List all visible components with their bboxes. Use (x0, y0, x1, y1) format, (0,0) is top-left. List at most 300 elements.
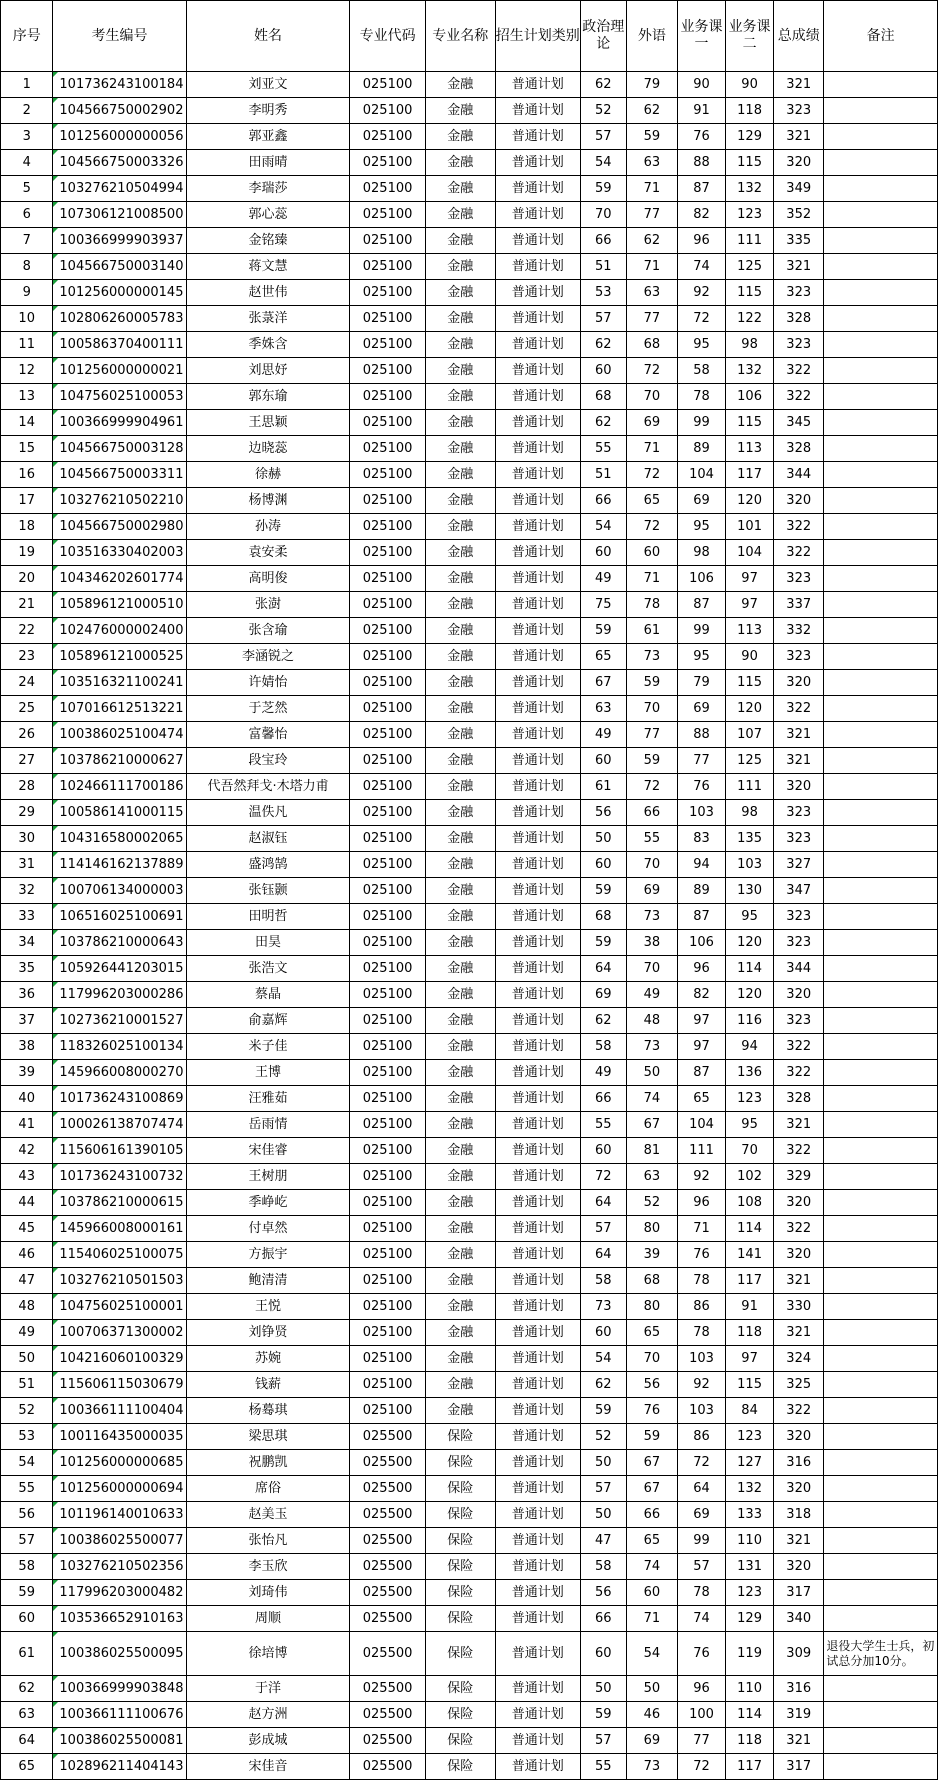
politics-score-cell: 62 (580, 72, 626, 98)
major-name-cell: 金融 (425, 228, 495, 254)
student-name-cell: 刘铮贤 (186, 1320, 350, 1346)
table-row (1, 644, 938, 670)
politics-score-cell: 57 (580, 1216, 626, 1242)
row-index-cell: 59 (1, 1580, 53, 1606)
total-score-cell: 330 (774, 1294, 824, 1320)
remark-cell (824, 1294, 938, 1320)
row-index-cell: 65 (1, 1754, 53, 1780)
subject-two-score-cell: 131 (726, 1554, 774, 1580)
foreign-language-score-cell: 62 (626, 228, 677, 254)
foreign-language-score-cell: 55 (626, 826, 677, 852)
subject-two-score-cell: 115 (726, 410, 774, 436)
major-code-cell: 025500 (350, 1632, 425, 1676)
remark-cell (824, 1190, 938, 1216)
plan-type-cell: 普通计划 (495, 1216, 580, 1242)
subject-two-score-cell: 101 (726, 514, 774, 540)
remark-cell (824, 1060, 938, 1086)
total-score-cell: 328 (774, 436, 824, 462)
plan-type-cell: 普通计划 (495, 540, 580, 566)
total-score-cell: 323 (774, 904, 824, 930)
total-score-cell: 347 (774, 878, 824, 904)
total-score-cell: 332 (774, 618, 824, 644)
plan-type-cell: 普通计划 (495, 930, 580, 956)
major-name-cell: 金融 (425, 800, 495, 826)
remark-cell (824, 176, 938, 202)
table-row (1, 1008, 938, 1034)
plan-type-cell: 普通计划 (495, 956, 580, 982)
student-name-cell: 鲍清清 (186, 1268, 350, 1294)
major-name-cell: 金融 (425, 124, 495, 150)
subject-two-score-cell: 118 (726, 98, 774, 124)
major-name-cell: 金融 (425, 488, 495, 514)
foreign-language-score-cell: 72 (626, 774, 677, 800)
table-row (1, 1606, 938, 1632)
foreign-language-score-cell: 63 (626, 280, 677, 306)
subject-two-score-cell: 115 (726, 150, 774, 176)
table-row (1, 488, 938, 514)
major-name-cell: 金融 (425, 410, 495, 436)
major-code-cell: 025100 (350, 1346, 425, 1372)
subject-one-score-cell: 95 (678, 332, 726, 358)
remark-cell (824, 1320, 938, 1346)
major-name-cell: 金融 (425, 332, 495, 358)
politics-score-cell: 60 (580, 1632, 626, 1676)
subject-one-score-cell: 72 (678, 1754, 726, 1780)
major-code-cell: 025100 (350, 852, 425, 878)
major-code-cell: 025100 (350, 982, 425, 1008)
student-name-cell: 米子佳 (186, 1034, 350, 1060)
header-col-major-code: 专业代码 (350, 1, 425, 72)
subject-two-score-cell: 114 (726, 1702, 774, 1728)
row-index-cell: 61 (1, 1632, 53, 1676)
major-name-cell: 金融 (425, 384, 495, 410)
student-name-cell: 周顺 (186, 1606, 350, 1632)
major-name-cell: 金融 (425, 1086, 495, 1112)
row-index-cell: 39 (1, 1060, 53, 1086)
subject-two-score-cell: 117 (726, 1268, 774, 1294)
major-name-cell: 金融 (425, 722, 495, 748)
major-code-cell: 025100 (350, 956, 425, 982)
subject-one-score-cell: 98 (678, 540, 726, 566)
subject-two-score-cell: 129 (726, 124, 774, 150)
foreign-language-score-cell: 73 (626, 904, 677, 930)
subject-two-score-cell: 94 (726, 1034, 774, 1060)
total-score-cell: 320 (774, 150, 824, 176)
header-col-total: 总成绩 (774, 1, 824, 72)
total-score-cell: 322 (774, 514, 824, 540)
total-score-cell: 321 (774, 124, 824, 150)
total-score-cell: 322 (774, 1034, 824, 1060)
row-index-cell: 63 (1, 1702, 53, 1728)
subject-one-score-cell: 69 (678, 696, 726, 722)
student-name-cell: 赵世伟 (186, 280, 350, 306)
remark-cell (824, 1346, 938, 1372)
header-col-remarks: 备注 (824, 1, 938, 72)
row-index-cell: 7 (1, 228, 53, 254)
plan-type-cell: 普通计划 (495, 1606, 580, 1632)
header-col-subject-one: 业务课一 (678, 1, 726, 72)
major-code-cell: 025100 (350, 1216, 425, 1242)
student-name-cell: 席俗 (186, 1476, 350, 1502)
exam-id-cell: 103786210000643 (53, 930, 186, 956)
subject-one-score-cell: 96 (678, 1676, 726, 1702)
foreign-language-score-cell: 71 (626, 436, 677, 462)
header-col-politics: 政治理论 (580, 1, 626, 72)
major-code-cell: 025100 (350, 592, 425, 618)
header-col-plan-type: 招生计划类别 (495, 1, 580, 72)
major-code-cell: 025100 (350, 228, 425, 254)
student-name-cell: 郭东瑜 (186, 384, 350, 410)
total-score-cell: 324 (774, 1346, 824, 1372)
major-code-cell: 025100 (350, 1320, 425, 1346)
remark-cell (824, 1034, 938, 1060)
subject-one-score-cell: 92 (678, 280, 726, 306)
table-header-row (1, 1, 938, 72)
remark-cell (824, 670, 938, 696)
student-name-cell: 张含瑜 (186, 618, 350, 644)
politics-score-cell: 54 (580, 1346, 626, 1372)
major-name-cell: 金融 (425, 644, 495, 670)
subject-one-score-cell: 86 (678, 1294, 726, 1320)
politics-score-cell: 55 (580, 1754, 626, 1780)
subject-two-score-cell: 111 (726, 228, 774, 254)
politics-score-cell: 66 (580, 228, 626, 254)
exam-id-cell: 102806260005783 (53, 306, 186, 332)
foreign-language-score-cell: 59 (626, 124, 677, 150)
exam-id-cell: 102476000002400 (53, 618, 186, 644)
foreign-language-score-cell: 54 (626, 1632, 677, 1676)
row-index-cell: 1 (1, 72, 53, 98)
major-code-cell: 025100 (350, 826, 425, 852)
politics-score-cell: 73 (580, 1294, 626, 1320)
exam-id-cell: 104566750002902 (53, 98, 186, 124)
subject-one-score-cell: 96 (678, 956, 726, 982)
student-name-cell: 王思颖 (186, 410, 350, 436)
subject-one-score-cell: 76 (678, 774, 726, 800)
total-score-cell: 322 (774, 540, 824, 566)
plan-type-cell: 普通计划 (495, 696, 580, 722)
table-row (1, 1702, 938, 1728)
table-row (1, 202, 938, 228)
major-name-cell: 金融 (425, 280, 495, 306)
table-row (1, 800, 938, 826)
subject-one-score-cell: 58 (678, 358, 726, 384)
total-score-cell: 320 (774, 488, 824, 514)
subject-two-score-cell: 90 (726, 644, 774, 670)
subject-two-score-cell: 123 (726, 1424, 774, 1450)
student-name-cell: 代吾然拜戈·木塔力甫 (186, 774, 350, 800)
total-score-cell: 345 (774, 410, 824, 436)
exam-id-cell: 103276210501503 (53, 1268, 186, 1294)
student-name-cell: 张浩文 (186, 956, 350, 982)
student-name-cell: 于芝然 (186, 696, 350, 722)
subject-one-score-cell: 91 (678, 98, 726, 124)
table-row (1, 1398, 938, 1424)
total-score-cell: 322 (774, 1138, 824, 1164)
row-index-cell: 15 (1, 436, 53, 462)
major-code-cell: 025100 (350, 514, 425, 540)
remark-cell (824, 1424, 938, 1450)
politics-score-cell: 59 (580, 176, 626, 202)
major-code-cell: 025100 (350, 1060, 425, 1086)
total-score-cell: 318 (774, 1502, 824, 1528)
student-name-cell: 宋佳睿 (186, 1138, 350, 1164)
student-name-cell: 田雨晴 (186, 150, 350, 176)
row-index-cell: 33 (1, 904, 53, 930)
major-name-cell: 金融 (425, 878, 495, 904)
politics-score-cell: 50 (580, 1676, 626, 1702)
plan-type-cell: 普通计划 (495, 72, 580, 98)
major-name-cell: 保险 (425, 1754, 495, 1780)
major-name-cell: 金融 (425, 98, 495, 124)
student-name-cell: 段宝玲 (186, 748, 350, 774)
total-score-cell: 320 (774, 1424, 824, 1450)
table-row (1, 98, 938, 124)
subject-two-score-cell: 117 (726, 462, 774, 488)
subject-two-score-cell: 120 (726, 696, 774, 722)
row-index-cell: 12 (1, 358, 53, 384)
subject-one-score-cell: 92 (678, 1164, 726, 1190)
subject-one-score-cell: 72 (678, 306, 726, 332)
exam-id-cell: 101736243100184 (53, 72, 186, 98)
exam-id-cell: 102736210001527 (53, 1008, 186, 1034)
exam-id-cell: 145966008000270 (53, 1060, 186, 1086)
table-row (1, 124, 938, 150)
remark-cell (824, 410, 938, 436)
politics-score-cell: 49 (580, 1060, 626, 1086)
table-row (1, 670, 938, 696)
exam-id-cell: 101736243100732 (53, 1164, 186, 1190)
student-name-cell: 边晓蕊 (186, 436, 350, 462)
table-row (1, 592, 938, 618)
plan-type-cell: 普通计划 (495, 410, 580, 436)
remark-cell (824, 566, 938, 592)
foreign-language-score-cell: 65 (626, 1320, 677, 1346)
major-name-cell: 保险 (425, 1476, 495, 1502)
foreign-language-score-cell: 73 (626, 1754, 677, 1780)
politics-score-cell: 62 (580, 410, 626, 436)
remark-cell (824, 280, 938, 306)
subject-two-score-cell: 127 (726, 1450, 774, 1476)
major-code-cell: 025100 (350, 488, 425, 514)
total-score-cell: 323 (774, 332, 824, 358)
remark-cell (824, 774, 938, 800)
total-score-cell: 322 (774, 696, 824, 722)
row-index-cell: 3 (1, 124, 53, 150)
subject-one-score-cell: 69 (678, 488, 726, 514)
row-index-cell: 9 (1, 280, 53, 306)
foreign-language-score-cell: 46 (626, 1702, 677, 1728)
row-index-cell: 8 (1, 254, 53, 280)
major-name-cell: 保险 (425, 1676, 495, 1702)
subject-two-score-cell: 118 (726, 1728, 774, 1754)
plan-type-cell: 普通计划 (495, 1320, 580, 1346)
table-row (1, 306, 938, 332)
row-index-cell: 27 (1, 748, 53, 774)
total-score-cell: 321 (774, 1320, 824, 1346)
subject-two-score-cell: 120 (726, 982, 774, 1008)
header-col-major-name: 专业名称 (425, 1, 495, 72)
subject-two-score-cell: 117 (726, 1754, 774, 1780)
major-code-cell: 025500 (350, 1580, 425, 1606)
major-name-cell: 金融 (425, 1346, 495, 1372)
foreign-language-score-cell: 50 (626, 1676, 677, 1702)
student-name-cell: 汪雅茹 (186, 1086, 350, 1112)
plan-type-cell: 普通计划 (495, 488, 580, 514)
remark-cell (824, 514, 938, 540)
major-code-cell: 025500 (350, 1424, 425, 1450)
subject-one-score-cell: 77 (678, 748, 726, 774)
total-score-cell: 344 (774, 956, 824, 982)
table-row (1, 1554, 938, 1580)
politics-score-cell: 59 (580, 1702, 626, 1728)
total-score-cell: 323 (774, 644, 824, 670)
foreign-language-score-cell: 77 (626, 202, 677, 228)
major-name-cell: 金融 (425, 306, 495, 332)
total-score-cell: 322 (774, 1060, 824, 1086)
total-score-cell: 323 (774, 566, 824, 592)
student-name-cell: 田昊 (186, 930, 350, 956)
table-body (1, 72, 938, 1780)
table-row (1, 1424, 938, 1450)
plan-type-cell: 普通计划 (495, 774, 580, 800)
exam-id-cell: 107016612513221 (53, 696, 186, 722)
major-code-cell: 025100 (350, 696, 425, 722)
student-name-cell: 苏婉 (186, 1346, 350, 1372)
total-score-cell: 344 (774, 462, 824, 488)
foreign-language-score-cell: 73 (626, 644, 677, 670)
remark-cell (824, 1138, 938, 1164)
foreign-language-score-cell: 70 (626, 384, 677, 410)
exam-id-cell: 104756025100053 (53, 384, 186, 410)
student-name-cell: 温佚凡 (186, 800, 350, 826)
table-row (1, 1754, 938, 1780)
table-row (1, 1216, 938, 1242)
foreign-language-score-cell: 74 (626, 1086, 677, 1112)
politics-score-cell: 60 (580, 1320, 626, 1346)
major-code-cell: 025100 (350, 1242, 425, 1268)
table-row (1, 1346, 938, 1372)
politics-score-cell: 59 (580, 878, 626, 904)
major-code-cell: 025100 (350, 280, 425, 306)
subject-two-score-cell: 111 (726, 774, 774, 800)
subject-two-score-cell: 125 (726, 254, 774, 280)
foreign-language-score-cell: 71 (626, 254, 677, 280)
major-code-cell: 025100 (350, 800, 425, 826)
subject-two-score-cell: 84 (726, 1398, 774, 1424)
total-score-cell: 322 (774, 1398, 824, 1424)
subject-two-score-cell: 95 (726, 904, 774, 930)
foreign-language-score-cell: 76 (626, 1398, 677, 1424)
subject-one-score-cell: 76 (678, 1242, 726, 1268)
subject-one-score-cell: 76 (678, 1632, 726, 1676)
major-name-cell: 金融 (425, 1190, 495, 1216)
exam-id-cell: 101256000000685 (53, 1450, 186, 1476)
table-row (1, 176, 938, 202)
politics-score-cell: 75 (580, 592, 626, 618)
major-code-cell: 025100 (350, 72, 425, 98)
major-code-cell: 025100 (350, 1138, 425, 1164)
plan-type-cell: 普通计划 (495, 1112, 580, 1138)
plan-type-cell: 普通计划 (495, 852, 580, 878)
subject-one-score-cell: 86 (678, 1424, 726, 1450)
remark-cell (824, 1502, 938, 1528)
subject-one-score-cell: 95 (678, 514, 726, 540)
subject-two-score-cell: 120 (726, 488, 774, 514)
major-name-cell: 金融 (425, 176, 495, 202)
student-name-cell: 彭成城 (186, 1728, 350, 1754)
major-name-cell: 保险 (425, 1728, 495, 1754)
student-name-cell: 宋佳音 (186, 1754, 350, 1780)
exam-id-cell: 114146162137889 (53, 852, 186, 878)
major-code-cell: 025100 (350, 306, 425, 332)
remark-cell (824, 644, 938, 670)
plan-type-cell: 普通计划 (495, 1398, 580, 1424)
total-score-cell: 323 (774, 280, 824, 306)
table-row (1, 1164, 938, 1190)
row-index-cell: 64 (1, 1728, 53, 1754)
exam-id-cell: 100366111100676 (53, 1702, 186, 1728)
exam-id-cell: 100386025100474 (53, 722, 186, 748)
major-name-cell: 金融 (425, 150, 495, 176)
major-name-cell: 保险 (425, 1554, 495, 1580)
subject-two-score-cell: 130 (726, 878, 774, 904)
subject-two-score-cell: 91 (726, 1294, 774, 1320)
exam-id-cell: 105896121000510 (53, 592, 186, 618)
politics-score-cell: 58 (580, 1554, 626, 1580)
total-score-cell: 322 (774, 358, 824, 384)
exam-id-cell: 100116435000035 (53, 1424, 186, 1450)
student-name-cell: 杨蓦琪 (186, 1398, 350, 1424)
table-row (1, 1242, 938, 1268)
student-name-cell: 赵方洲 (186, 1702, 350, 1728)
politics-score-cell: 60 (580, 748, 626, 774)
subject-one-score-cell: 97 (678, 1008, 726, 1034)
exam-id-cell: 100386025500081 (53, 1728, 186, 1754)
major-code-cell: 025100 (350, 930, 425, 956)
remark-cell (824, 1476, 938, 1502)
exam-id-cell: 103536652910163 (53, 1606, 186, 1632)
exam-id-cell: 103276210502210 (53, 488, 186, 514)
total-score-cell: 328 (774, 306, 824, 332)
politics-score-cell: 55 (580, 1112, 626, 1138)
major-code-cell: 025100 (350, 722, 425, 748)
plan-type-cell: 普通计划 (495, 1450, 580, 1476)
foreign-language-score-cell: 63 (626, 150, 677, 176)
row-index-cell: 31 (1, 852, 53, 878)
total-score-cell: 320 (774, 1554, 824, 1580)
exam-id-cell: 104566750003326 (53, 150, 186, 176)
subject-one-score-cell: 74 (678, 1606, 726, 1632)
student-name-cell: 付卓然 (186, 1216, 350, 1242)
total-score-cell: 316 (774, 1450, 824, 1476)
major-name-cell: 金融 (425, 826, 495, 852)
politics-score-cell: 66 (580, 1606, 626, 1632)
politics-score-cell: 57 (580, 306, 626, 332)
total-score-cell: 323 (774, 930, 824, 956)
major-name-cell: 金融 (425, 1164, 495, 1190)
major-code-cell: 025500 (350, 1450, 425, 1476)
subject-two-score-cell: 119 (726, 1632, 774, 1676)
plan-type-cell: 普通计划 (495, 1190, 580, 1216)
foreign-language-score-cell: 70 (626, 1346, 677, 1372)
exam-id-cell: 117996203000286 (53, 982, 186, 1008)
student-name-cell: 金铭臻 (186, 228, 350, 254)
remark-cell (824, 1086, 938, 1112)
student-name-cell: 高明俊 (186, 566, 350, 592)
plan-type-cell: 普通计划 (495, 1372, 580, 1398)
politics-score-cell: 67 (580, 670, 626, 696)
